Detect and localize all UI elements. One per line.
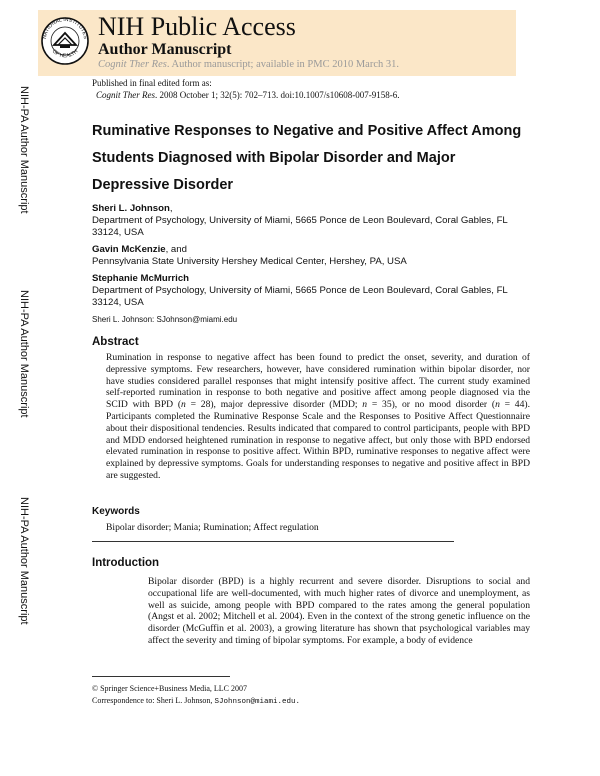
availability-journal: Cognit Ther Res (98, 59, 167, 70)
keywords-divider (92, 541, 454, 542)
availability-line (98, 60, 399, 71)
citation-text: . 2008 October 1; 32(5): 702–713. doi:10.1007/s10608-007-9158-6. (155, 89, 400, 100)
author-name: Gavin McKenzie (92, 244, 166, 255)
author-list (92, 203, 532, 326)
published-label: Published in final edited form as: (92, 78, 212, 88)
author-email-line: Sheri L. Johnson: SJohnson@miami.edu (92, 315, 238, 324)
keywords-text: Bipolar disorder; Mania; Rumination; Affect regulation (106, 522, 319, 533)
author-affiliation: Pennsylvania State University Hershey Medical Center, Hershey, PA, USA (92, 256, 407, 267)
author-manuscript-label: Author Manuscript (98, 41, 232, 58)
article-title: Ruminative Responses to Negative and Positive Affect Among Students Diagnosed with Bipolar Disorder and Major Depressive Disorder (92, 123, 522, 193)
author-affiliation: Department of Psychology, University of Miami, 5665 Ponce de Leon Boulevard, Coral Gables, FL 33124, USA (92, 285, 508, 308)
author-name: Stephanie McMurrich (92, 273, 190, 284)
abstract-text: Rumination in response to negative affect has been found to predict the onset, severity, and duration of depressive symptoms. Few researchers, however, have considered rumination within bipolar disorder, nor have studies considered parallel responses that might intensify positive affect. The current study examined self-reported rumination in response to both negative and positive affect among people diagnosed via the SCID with BPD (n = 28), major depressive disorder (MDD; n = 35), or no mood disorder (n = 44). Participants completed the Ruminative Response Scale and the Responses to Positive Affect Questionnaire about their dispositional tendencies. Results indicated that compared to control participants, people with BPD and MDD endorsed heightened rumination in response to negative affect, but only those with BPD endorsed elevated rumination in response to positive affect. Within BPD, ruminative responses to negative affect were explained by depressive symptoms. Goals for understanding responses to negative and positive affect in BPD are suggested. (106, 352, 530, 481)
footnote-divider (92, 676, 230, 677)
author-entry: Gavin McKenzie, and Pennsylvania State University Hershey Medical Center, Hershey, PA, USA (92, 244, 532, 268)
availability-text: . Author manuscript; available in PMC 2010 March 31. (166, 59, 399, 70)
keywords-heading: Keywords (92, 506, 140, 517)
seal-text-bottom: OF HEALTH (50, 48, 80, 60)
side-label-1: NIH-PA Author Manuscript (18, 86, 30, 214)
correspondence-line: Correspondence to: Sheri L. Johnson, SJohnson@miami.edu. (92, 696, 300, 706)
introduction-text: Bipolar disorder (BPD) is a highly recurrent and severe disorder. Disruptions to social and occupational life are well-documented, with much higher rates of divorce and unemployment, as well as suicide, among people with BPD compared to the rates among the general population (Angst et al. 2002; Mitchell et al. 2004). Even in the context of the strong genetic influence on the disorder (McGuffin et al. 2003), a growing literature has shown that psychological variables may affect the severity and timing of bipolar symptoms. For example, a body of evidence (148, 576, 530, 646)
seal-text-top: NATIONAL INSTITUTES (41, 16, 89, 40)
author-entry (92, 273, 532, 309)
author-affiliation: Department of Psychology, University of Miami, 5665 Ponce de Leon Boulevard, Coral Gables, FL 33124, USA (92, 215, 508, 238)
introduction-heading: Introduction (92, 557, 160, 569)
publication-info (92, 78, 400, 101)
side-label-3: NIH-PA Author Manuscript (18, 497, 30, 625)
correspondence-email: SJohnson@miami.edu. (214, 698, 300, 706)
nih-public-access-title: NIH Public Access (98, 12, 296, 41)
copyright-notice: © Springer Science+Business Media, LLC 2007 (92, 684, 248, 693)
side-label-2: NIH-PA Author Manuscript (18, 290, 30, 418)
nih-seal-logo (40, 12, 90, 70)
citation-line (92, 90, 400, 102)
citation-journal: Cognit Ther Res (96, 89, 156, 100)
author-entry: Sheri L. Johnson, Department of Psychology, University of Miami, 5665 Ponce de Leon Boulevard, Coral Gables, FL 33124, USA (92, 203, 532, 239)
author-name: Sheri L. Johnson (92, 203, 170, 214)
abstract-heading: Abstract (92, 336, 139, 348)
